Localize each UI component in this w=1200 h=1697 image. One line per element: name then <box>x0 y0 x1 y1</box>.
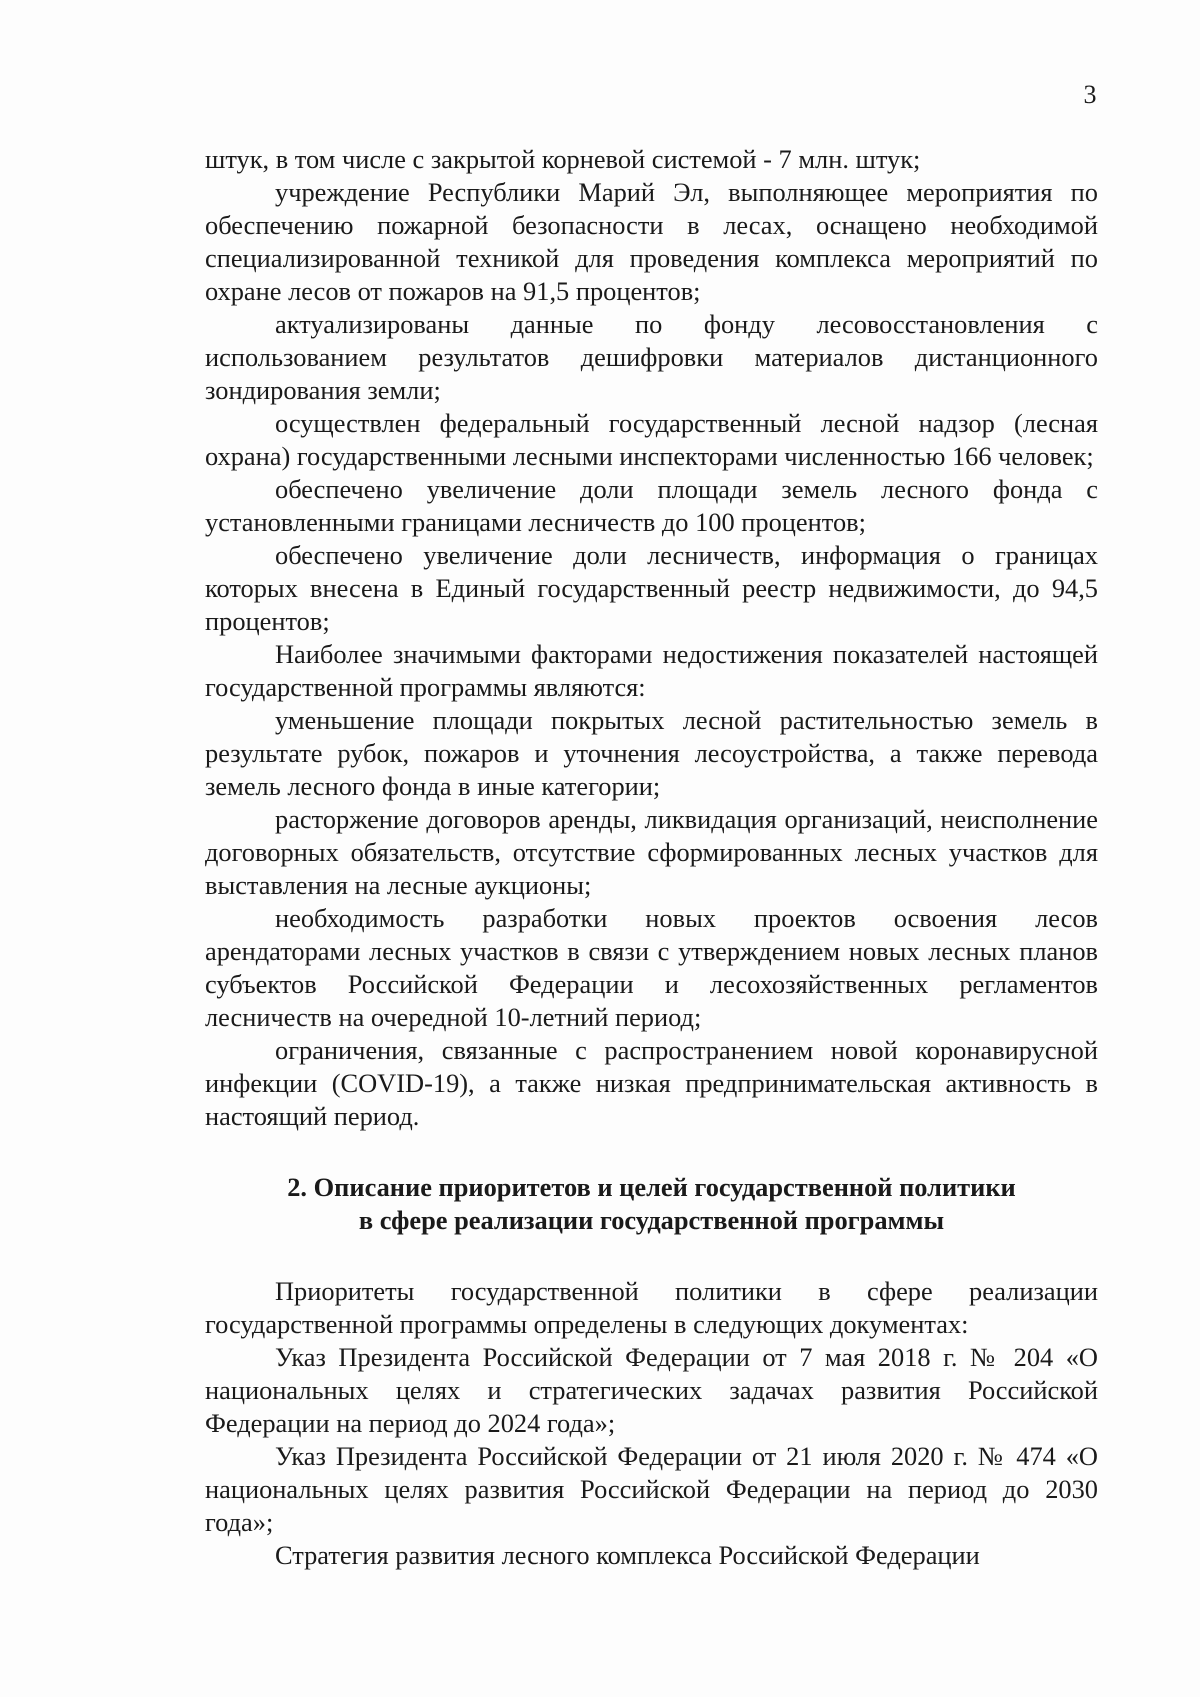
paragraph: ограничения, связанные с распространением новой коронавирусной инфекции (COVID-19), а также низкая предпринимательская активность в настоящий период. <box>205 1035 1098 1131</box>
paragraphs-before-heading <box>205 143 1098 1133</box>
section-heading-line-1: 2. Описание приоритетов и целей государственной политики <box>287 1172 1016 1202</box>
paragraph: обеспечено увеличение доли площади земель лесного фонда с установленными границами лесничеств до 100 процентов; <box>205 474 1098 537</box>
paragraph: необходимость разработки новых проектов освоения лесов арендаторами лесных участков в связи с утверждением новых лесных планов субъектов Российской Федерации и лесохозяйственных регламентов лесничеств на очередной 10-летний период; <box>205 903 1098 1032</box>
paragraph: актуализированы данные по фонду лесовосстановления с использованием результатов дешифровки материалов дистанционного зондирования земли; <box>205 309 1098 405</box>
paragraph: осуществлен федеральный государственный лесной надзор (лесная охрана) государственными лесными инспекторами численностью 166 человек; <box>205 408 1098 471</box>
paragraphs-after-heading <box>205 1275 1098 1572</box>
paragraph: Указ Президента Российской Федерации от 21 июля 2020 г. № 474 «О национальных целях развития Российской Федерации на период до 2030 года»; <box>205 1441 1098 1537</box>
paragraph: уменьшение площади покрытых лесной растительностью земель в результате рубок, пожаров и уточнения лесоустройства, а также перевода земель лесного фонда в иные категории; <box>205 705 1098 801</box>
section-heading <box>205 1171 1098 1237</box>
paragraph: обеспечено увеличение доли лесничеств, информация о границах которых внесена в Единый государственный реестр недвижимости, до 94,5 процентов; <box>205 540 1098 636</box>
paragraph: Приоритеты государственной политики в сфере реализации государственной программы определены в следующих документах: <box>205 1276 1098 1339</box>
paragraph: расторжение договоров аренды, ликвидация организаций, неисполнение договорных обязательств, отсутствие сформированных лесных участков для выставления на лесные аукционы; <box>205 804 1098 900</box>
section-heading-line-2: в сфере реализации государственной программы <box>358 1205 945 1235</box>
document-body <box>205 143 1098 1572</box>
paragraph: Наиболее значимыми факторами недостижения показателей настоящей государственной программы являются: <box>205 639 1098 702</box>
paragraph: учреждение Республики Марий Эл, выполняющее мероприятия по обеспечению пожарной безопасности в лесах, оснащено необходимой специализированной техникой для проведения комплекса мероприятий по охране лесов от пожаров на 91,5 процентов; <box>205 177 1098 306</box>
paragraph: штук, в том числе с закрытой корневой системой - 7 млн. штук; <box>205 144 921 174</box>
paragraph: Стратегия развития лесного комплекса Российской Федерации <box>275 1540 980 1570</box>
paragraph: Указ Президента Российской Федерации от 7 мая 2018 г. № 204 «О национальных целях и стратегических задачах развития Российской Федерации на период до 2024 года»; <box>205 1342 1098 1438</box>
page-number: 3 <box>1083 80 1097 109</box>
